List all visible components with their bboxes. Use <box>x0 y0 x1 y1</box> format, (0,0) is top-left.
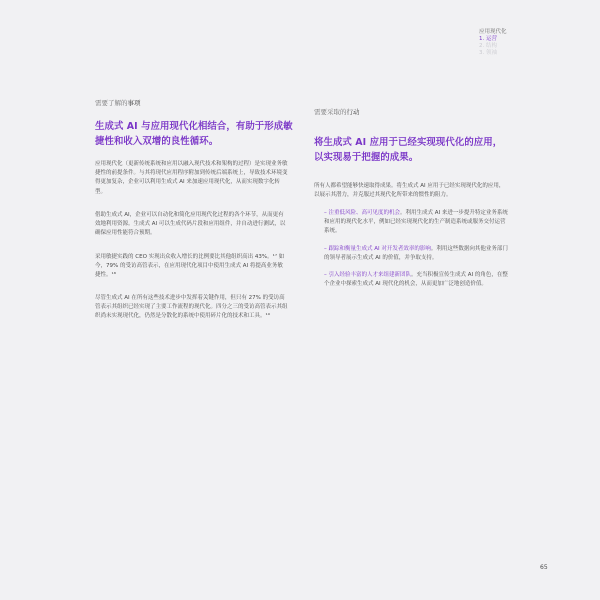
nav-item-operations[interactable]: 1. 运营 <box>479 36 497 42</box>
left-heading: 生成式 AI 与应用现代化相结合，有助于形成敏捷性和收入双增的良性循环。 <box>95 121 293 147</box>
list-item <box>314 271 509 289</box>
right-heading: 将生成式 AI 应用于已经实现现代化的应用，以实现易于把握的成果。 <box>314 137 503 163</box>
list-item <box>314 245 509 263</box>
left-paragraph-2: 借助生成式 AI，企业可以自动化和简化应用现代化过程的各个环节，从而更有效地利用资源。生成式 AI 可以生成代码片段和应用组件，并自动进行测试，以确保应用性能符合预期。 <box>95 212 286 237</box>
nav-item-leaders[interactable]: 3. 领袖 <box>479 50 497 56</box>
nav-title: 应用现代化 <box>479 29 507 35</box>
left-paragraph-3: 采用敏捷实践的 CEO 实现出众收入增长的比例要比其他组织高出 43%。¹⁷ 如今，79% 的受访高管表示，在应用现代化项目中使用生成式 AI 将提高业务敏捷性。¹⁸ <box>95 254 285 279</box>
bullet-3-highlight: – 引入经验丰富的人才来组建新团队 <box>324 272 411 279</box>
bullet-2-highlight: – 跟踪和衡量生成式 AI 对开发者效率的影响 <box>324 245 431 252</box>
action-list <box>314 209 509 297</box>
right-kicker <box>314 108 360 117</box>
list-item <box>314 209 509 237</box>
bullet-2-text: 。利用这些数据向其他业务部门的领导者展示生成式 AI 的价值，并争取支持。 <box>324 245 508 261</box>
right-kicker-strong: 行动 <box>346 108 360 116</box>
left-kicker <box>95 99 141 108</box>
left-paragraph-4: 尽管生成式 AI 在所有这些技术进步中发挥着关键作用，但只有 27% 的受访高管表示其组织已经实现了主要工作流程的现代化。四分之三的受访高管表示其组织尚未实现现代化，仍然是分散化的系统中使用碎片化的技术和工具。¹⁹ <box>95 295 288 320</box>
left-kicker-strong: 事项 <box>127 99 141 107</box>
right-intro: 所有人都希望能够快速取得成果。将生成式 AI 应用于已经实现现代化的应用，以展示其潜力，并克服过其现代化所带来的惯性的阻力。 <box>314 183 505 199</box>
bullet-1-highlight: – 注重低风险、高可见度的机会 <box>324 210 400 216</box>
section-nav <box>479 28 579 57</box>
nav-item-structure[interactable]: 2. 结构 <box>479 43 497 49</box>
bullet-3-text: 。充当积极宣传生成式 AI 的角色，在整个企业中探索生成式 AI 现代化的机会，从而更加广泛地创造价值。 <box>324 272 508 288</box>
left-paragraph-1: 应用现代化（更新传统系统和应用以融入现代技术和架构的过程）是实现业务敏捷性的前提条件。与其将现代应用程序附加到传统后端系统上，导致技术环境变得更加复杂，企业可以利用生成式 AI 来加速应用现代化，从而实现数字化转型。 <box>95 161 288 195</box>
bullet-1-text: 。利用生成式 AI 来进一步提升特定业务系统和应用的现代化水平，例如已经实现现代化的生产制造系统或服务交付运营系统。 <box>324 210 508 235</box>
right-kicker-light: 需要采取的 <box>314 108 347 116</box>
left-kicker-light: 需要了解的 <box>95 99 128 107</box>
page-number: 65 <box>540 564 548 571</box>
